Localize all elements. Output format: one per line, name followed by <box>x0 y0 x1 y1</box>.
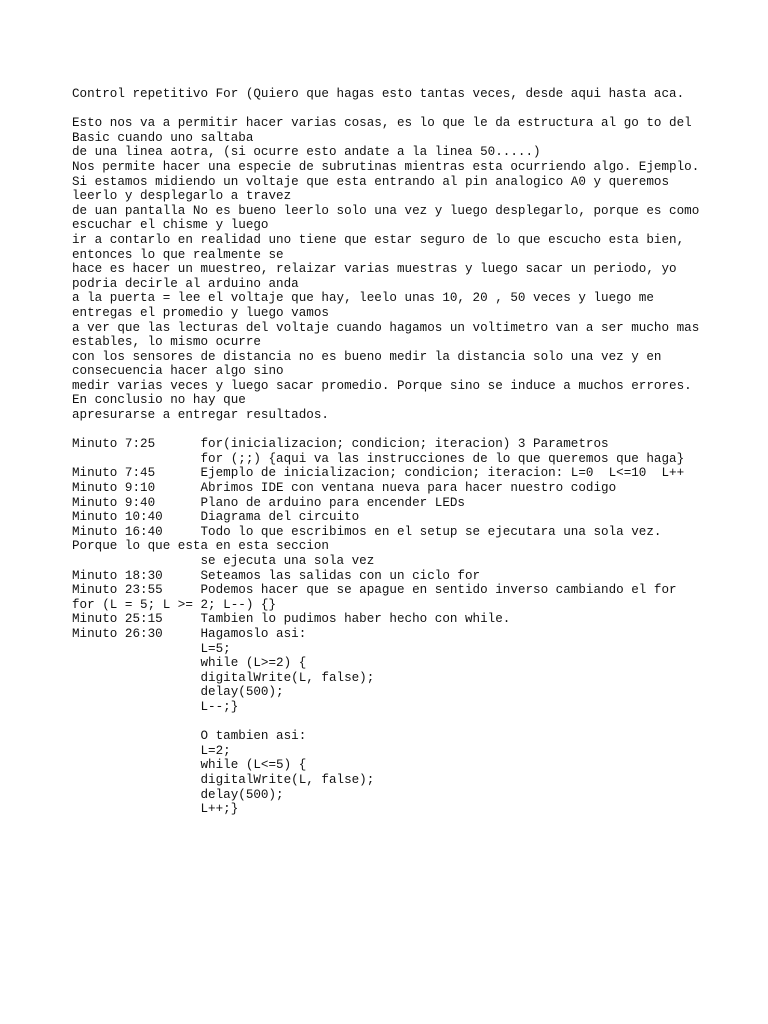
minute-entry-line: Minuto 7:45 Ejemplo de inicializacion; condicion; iteracion: L=0 L<=10 L++ <box>72 466 685 481</box>
minute-entry-line: for (;;) {aqui va las instrucciones de lo que queremos que haga} <box>72 451 685 466</box>
intro-line: de uan pantalla No es bueno leerlo solo una vez y luego desplegarlo, porque es como <box>72 203 700 218</box>
intro-line: Esto nos va a permitir hacer varias cosas, es lo que le da estructura al go to del <box>72 116 692 131</box>
minute-entry-line: se ejecuta una sola vez <box>72 554 375 568</box>
intro-line: entonces lo que realmente se <box>72 247 284 262</box>
intro-line: Basic cuando uno saltaba <box>72 130 254 145</box>
code-line: digitalWrite(L, false); <box>72 670 375 685</box>
intro-line: podria decirle al arduino anda <box>72 276 299 291</box>
code-line: while (L<=5) { <box>72 758 307 773</box>
intro-line: consecuencia hacer algo sino <box>72 364 284 379</box>
minute-entry-line: Minuto 10:40 Diagrama del circuito <box>72 510 360 525</box>
minutes-section <box>72 437 712 714</box>
minute-entry-line: Minuto 23:55 Podemos hacer que se apague en sentido inverso cambiando el for <box>72 583 677 598</box>
paragraph-spacer <box>72 102 712 117</box>
code-line: L++;} <box>72 802 239 817</box>
code-heading-line: O tambien asi: <box>72 729 307 744</box>
intro-line: medir varias veces y luego sacar promedio. Porque sino se induce a muchos errores. <box>72 378 692 393</box>
code-line: L=2; <box>72 743 231 758</box>
minute-entry-line: Minuto 9:10 Abrimos IDE con ventana nueva para hacer nuestro codigo <box>72 481 617 496</box>
code-line: digitalWrite(L, false); <box>72 772 375 787</box>
alternative-code-section <box>72 729 712 817</box>
code-line: L=5; <box>72 641 231 656</box>
document-title-line: Control repetitivo For (Quiero que hagas esto tantas veces, desde aqui hasta aca. <box>72 87 685 101</box>
intro-paragraph <box>72 116 712 422</box>
paragraph-spacer <box>72 423 712 438</box>
minute-entry-line: Minuto 25:15 Tambien lo pudimos haber hecho con while. <box>72 612 511 627</box>
intro-line: estables, lo mismo ocurre <box>72 335 261 350</box>
code-line: while (L>=2) { <box>72 656 307 671</box>
minute-entry-line: for (L = 5; L >= 2; L--) {} <box>72 597 277 612</box>
paragraph-spacer <box>72 715 712 730</box>
code-line: L--;} <box>72 699 239 714</box>
intro-line: a ver que las lecturas del voltaje cuando hagamos un voltimetro van a ser mucho mas <box>72 320 700 335</box>
intro-line: apresurarse a entregar resultados. <box>72 408 329 423</box>
intro-line: hace es hacer un muestreo, relaizar varias muestras y luego sacar un periodo, yo <box>72 262 677 277</box>
minute-entry-line: Porque lo que esta en esta seccion <box>72 539 329 554</box>
code-line: delay(500); <box>72 685 284 700</box>
minute-entry-line: Minuto 9:40 Plano de arduino para encender LEDs <box>72 495 465 510</box>
intro-line: Nos permite hacer una especie de subrutinas mientras esta ocurriendo algo. Ejemplo. <box>72 159 700 174</box>
minute-entry-line: Minuto 16:40 Todo lo que escribimos en el setup se ejecutara una sola vez. <box>72 524 662 539</box>
intro-line: entregas el promedio y luego vamos <box>72 305 329 320</box>
code-line: delay(500); <box>72 787 284 802</box>
intro-line: escuchar el chisme y luego <box>72 218 269 233</box>
document-page <box>72 87 712 817</box>
intro-line: En conclusio no hay que <box>72 393 246 408</box>
minute-entry-line: Minuto 7:25 for(inicializacion; condicion; iteracion) 3 Parametros <box>72 437 609 452</box>
intro-line: a la puerta = lee el voltaje que hay, leelo unas 10, 20 , 50 veces y luego me <box>72 291 654 306</box>
intro-line: de una linea aotra, (si ocurre esto andate a la linea 50.....) <box>72 145 541 160</box>
intro-line: leerlo y desplegarlo a travez <box>72 189 292 204</box>
intro-line: con los sensores de distancia no es bueno medir la distancia solo una vez y en <box>72 349 662 364</box>
intro-line: Si estamos midiendo un voltaje que esta entrando al pin analogico A0 y queremos <box>72 174 670 189</box>
intro-line: ir a contarlo en realidad uno tiene que estar seguro de lo que escucho esta bien, <box>72 232 685 247</box>
minute-entry-line: Minuto 18:30 Seteamos las salidas con un ciclo for <box>72 568 481 583</box>
minute-entry-line: Minuto 26:30 Hagamoslo asi: <box>72 626 307 641</box>
